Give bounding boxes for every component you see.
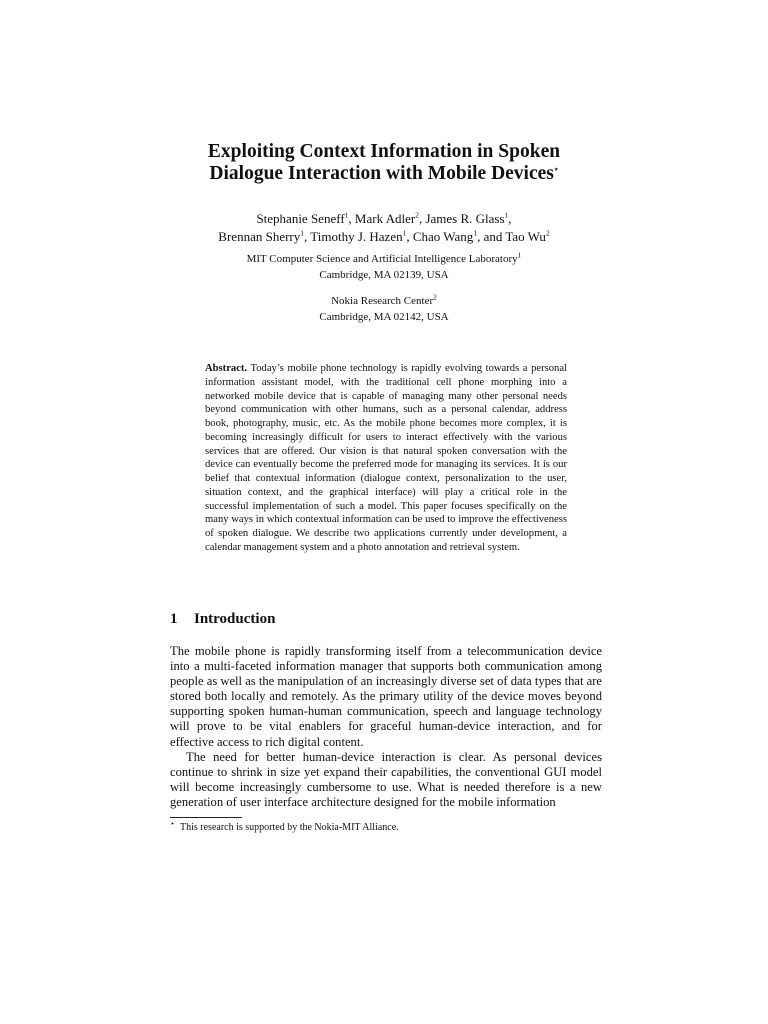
title-line-2: Dialogue Interaction with Mobile Devices (209, 163, 554, 184)
author: Stephanie Seneff$^1$, (256, 210, 355, 226)
section-heading (170, 610, 275, 628)
paper-title (120, 141, 648, 185)
footnote: ⋆ This research is supported by the Nokia-MIT Alliance. (170, 818, 399, 833)
footnote-rule (170, 817, 242, 818)
affiliation-mit: MIT Computer Science and Artificial Intelligence Laboratory$^1$ Cambridge, MA 02139, USA (246, 250, 522, 281)
author-list (120, 210, 648, 246)
paragraph: The mobile phone is rapidly transforming itself from a telecommunication device into a multi-faceted information manager that supports both communication among people as well as the manipulation of an increasingly diverse set of data types that are stored both locally and remotely. As the primary utility of the device moves beyond supporting spoken human-human communication, speech and language technology will prove to be vital enablers for graceful human-device interaction, and for effective access to rich digital content. (170, 644, 602, 749)
title-line-1: Exploiting Context Information in Spoken (207, 141, 561, 162)
author: Brennan Sherry$^1$, (218, 228, 311, 244)
author: James R. Glass$^1$, (425, 210, 512, 226)
author: Chao Wang$^1$, and (412, 228, 506, 244)
abstract-text: Today’s mobile phone technology is rapidly evolving towards a personal information assistant model, with the traditional cell phone morphing into a networked mobile device that is capable of managing many other personal needs beyond communication with other humans, such as a personal calendar, address book, photography, music, etc. As the mobile phone becomes more complex, it is becoming increasingly difficult for users to interact effectively with the various services that are offered. Our vision is that natural spoken conversation with the device can eventually become the preferred mode for managing its services. It is our belief that contextual information (dialogue context, personalization to the user, situation context, and the graphical interface) will play a critical role in the successful implementation of such a model. This paper focuses specifically on the many ways in which contextual information can be used to improve the effectiveness of spoken dialogue. We describe two applications currently under development, a calendar management system and a photo annotation and retrieval system. (205, 363, 567, 553)
abstract-label: Abstract. (205, 363, 248, 374)
abstract (205, 362, 567, 555)
affiliation-nokia: Nokia Research Center$^2$ Cambridge, MA 02142, USA (319, 292, 449, 323)
footnote-text: This research is supported by the Nokia-MIT Alliance. (180, 822, 399, 833)
author: Timothy J. Hazen$^1$, (310, 228, 413, 244)
paragraph: The need for better human-device interaction is clear. As personal devices continue to shrink in size yet expand their capabilities, the conventional GUI model will become increasingly cumbersome to use. What is needed therefore is a new generation of user interface architecture designed for the mobile information (170, 749, 602, 809)
section-number: 1 (170, 611, 178, 627)
section-title: Introduction (194, 611, 276, 627)
body-text (170, 644, 602, 810)
author: Tao Wu$^2$ (505, 228, 550, 244)
author: Mark Adler$^2$, (354, 210, 426, 226)
title-footnote-mark: ⋆ (553, 164, 559, 174)
